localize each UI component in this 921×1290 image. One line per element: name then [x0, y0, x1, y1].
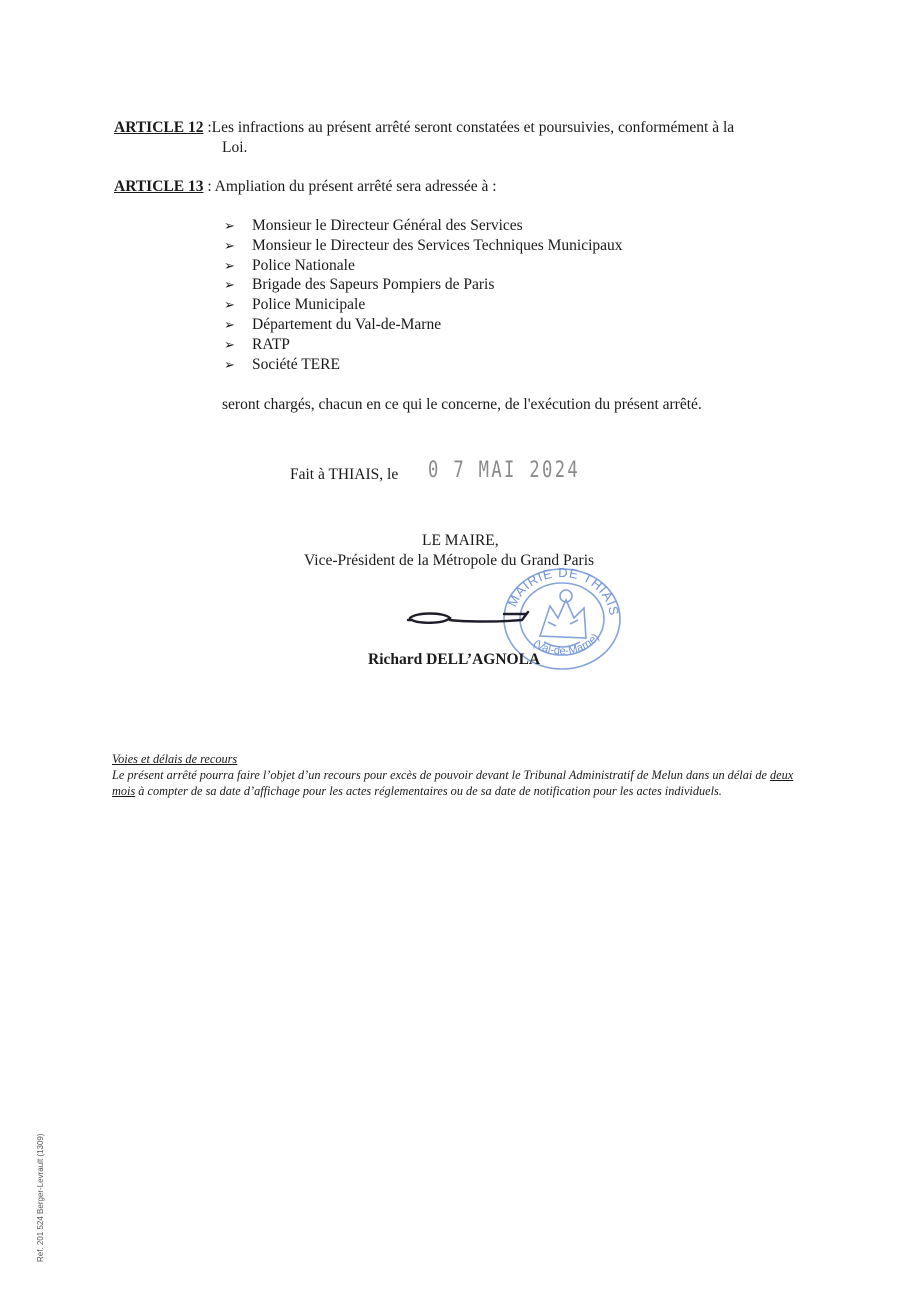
recipients-list	[224, 216, 623, 374]
mayor-role-secondary: Vice-Président de la Métropole du Grand Paris	[304, 552, 595, 569]
execution-clause: seront chargés, chacun en ce qui le concerne, de l'exécution du présent arrêté.	[222, 396, 702, 413]
article-12-heading: ARTICLE 12	[114, 119, 204, 136]
list-item: ➢ Monsieur le Directeur Général des Services	[224, 217, 523, 234]
signature-icon	[404, 604, 534, 634]
arrow-bullet-icon: ➢	[224, 316, 235, 332]
place-date-label: Fait à THIAIS, le	[290, 466, 399, 483]
mayor-role: LE MAIRE,	[422, 532, 499, 549]
article-13	[114, 177, 497, 197]
article-13-heading: ARTICLE 13	[114, 178, 204, 195]
svg-text:(Val-de-Marne): (Val-de-Marne)	[531, 631, 602, 658]
arrow-bullet-icon: ➢	[224, 277, 235, 293]
appeal-deadline: deux mois	[112, 768, 794, 798]
list-item: ➢ RATP	[224, 335, 290, 353]
arrow-bullet-icon: ➢	[224, 257, 235, 273]
svg-text:MAIRIE DE THIAIS: MAIRIE DE THIAIS	[504, 566, 623, 618]
signer-name: Richard DELL’AGNOLA	[368, 651, 541, 668]
arrow-bullet-icon: ➢	[224, 336, 235, 352]
appeal-notice-text: Le présent arrêté pourra faire l’objet d’un recours pour excès de pouvoir devant le Tribunal Administratif de Melun dans un délai de	[112, 768, 771, 782]
appeal-notice-text-end: à compter de sa date d’affichage pour les actes réglementaires ou de sa date de notification pour les actes individuels.	[135, 784, 722, 798]
appeal-notice	[112, 751, 812, 799]
list-item: ➢ Brigade des Sapeurs Pompiers de Paris	[224, 276, 495, 294]
form-reference: Ref. 201 524 Berger-Levrault (1309)	[36, 1133, 45, 1262]
date-stamp: 0 7 MAI 2024	[428, 458, 581, 483]
arrow-bullet-icon: ➢	[224, 356, 235, 372]
list-item: ➢ Département du Val-de-Marne	[224, 315, 442, 333]
arrow-bullet-icon: ➢	[224, 218, 235, 233]
list-item: ➢ Monsieur le Directeur des Services Techniques Municipaux	[224, 236, 623, 254]
article-13-text: Ampliation du présent arrêté sera adressée à :	[214, 178, 497, 195]
arrow-bullet-icon: ➢	[224, 237, 235, 253]
list-item: ➢ Police Nationale	[224, 256, 355, 274]
article-12-text-line2: Loi.	[222, 139, 248, 156]
list-item: ➢ Police Municipale	[224, 296, 366, 314]
list-item: ➢ Société TERE	[224, 355, 340, 373]
arrow-bullet-icon: ➢	[224, 297, 235, 313]
article-12	[114, 118, 804, 158]
article-13-separator: :	[203, 178, 215, 195]
appeal-notice-title: Voies et délais de recours	[112, 752, 238, 766]
article-12-separator: :	[203, 119, 212, 136]
article-12-text-line1: Les infractions au présent arrêté seront constatées et poursuivies, conformément à la	[211, 119, 735, 136]
